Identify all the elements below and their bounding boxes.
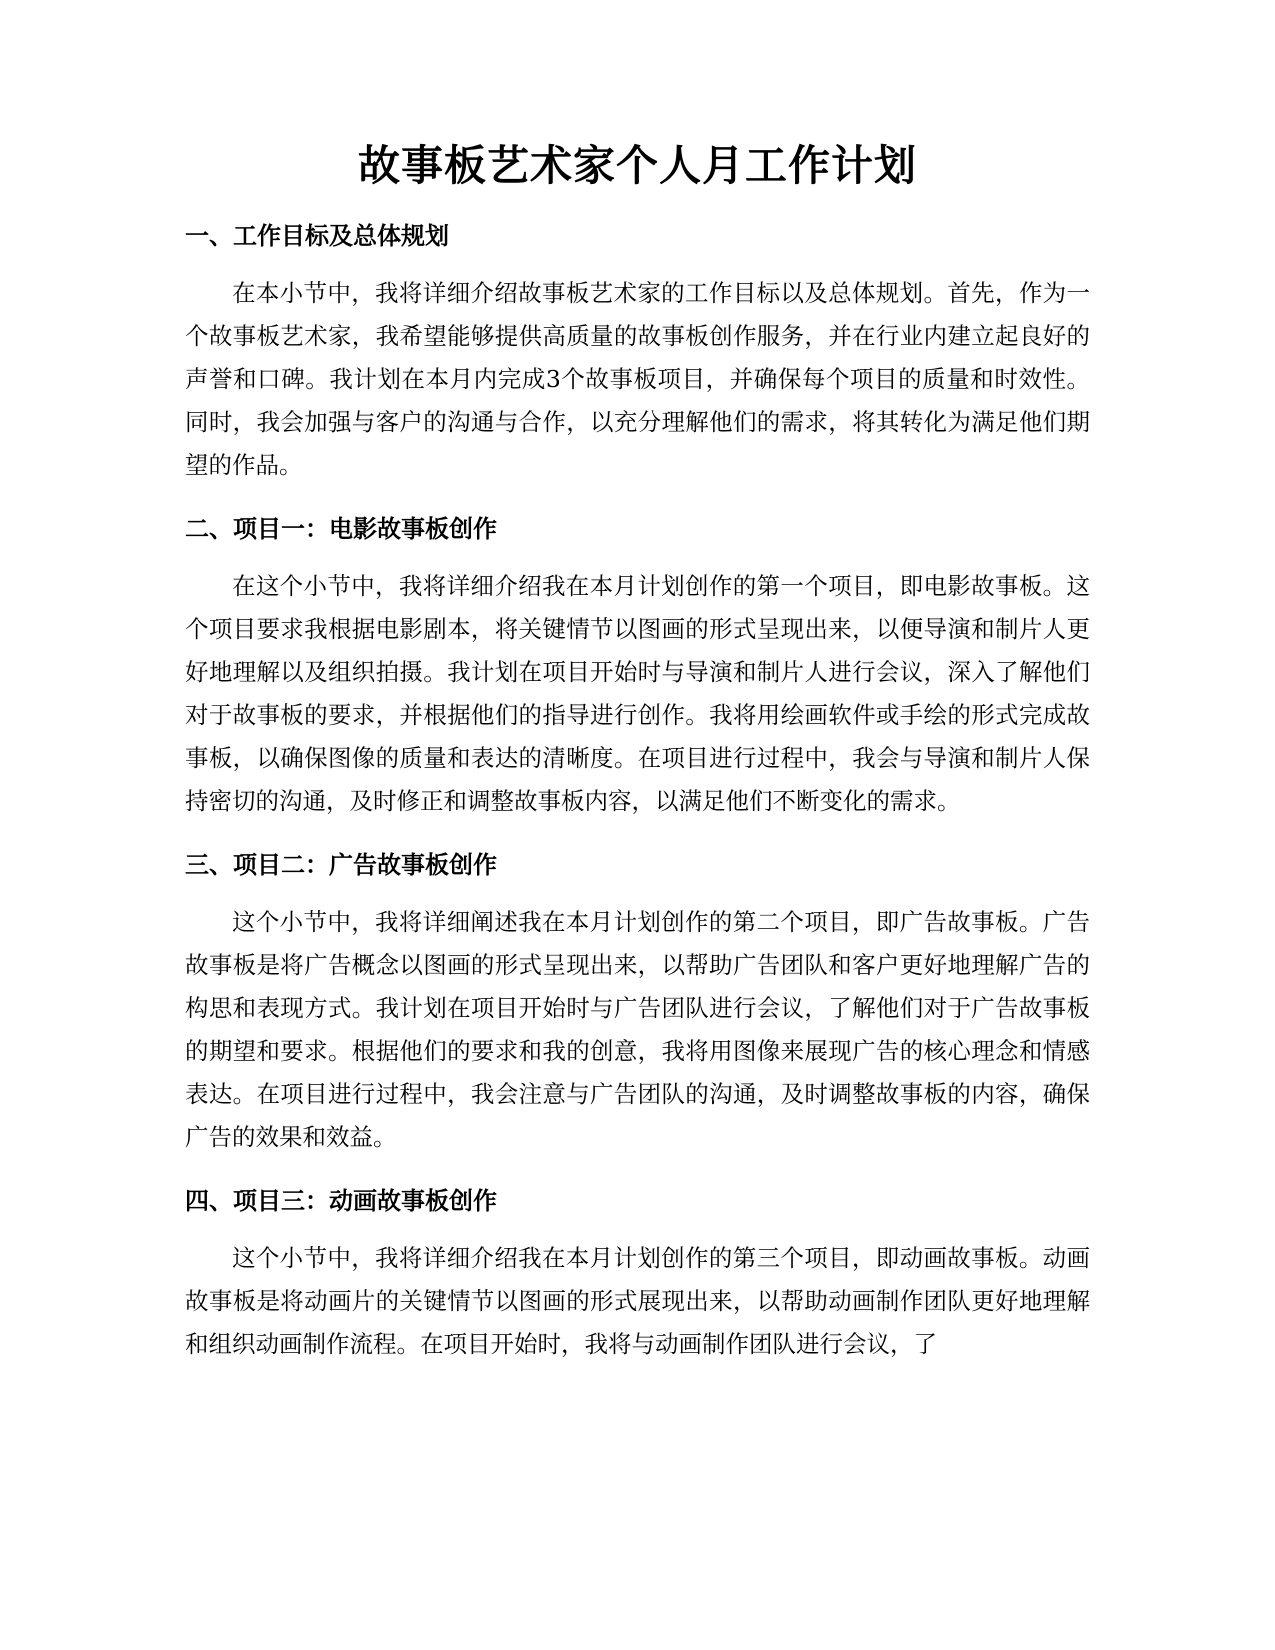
document-page xyxy=(185,138,1090,1392)
section-heading: 三、项目二：广告故事板创作 xyxy=(185,851,497,879)
section-film-storyboard xyxy=(185,513,1090,823)
section-ad-storyboard xyxy=(185,849,1090,1159)
section-paragraph: 这个小节中，我将详细阐述我在本月计划创作的第二个项目，即广告故事板。广告故事板是将广告概念以图画的形式呈现出来，以帮助广告团队和客户更好地理解广告的构思和表现方式。我计划在项目开始时与广告团队进行会议，了解他们对于广告故事板的期望和要求。根据他们的要求和我的创意，我将用图像来展现广告的核心理念和情感表达。在项目进行过程中，我会注意与广告团队的沟通，及时调整故事板的内容，确保广告的效果和效益。 xyxy=(185,908,1090,1151)
section-heading: 二、项目一：电影故事板创作 xyxy=(185,515,497,543)
document-title: 故事板艺术家个人月工作计划 xyxy=(357,141,917,190)
section-paragraph: 这个小节中，我将详细介绍我在本月计划创作的第三个项目，即动画故事板。动画故事板是将动画片的关键情节以图画的形式展现出来，以帮助动画制作团队更好地理解和组织动画制作流程。在项目开始时，我将与动画制作团队进行会议，了 xyxy=(185,1244,1090,1358)
section-goals xyxy=(185,220,1090,487)
section-animation-storyboard xyxy=(185,1185,1090,1366)
section-heading: 四、项目三：动画故事板创作 xyxy=(185,1187,497,1215)
section-paragraph: 在本小节中，我将详细介绍故事板艺术家的工作目标以及总体规划。首先，作为一个故事板艺术家，我希望能够提供高质量的故事板创作服务，并在行业内建立起良好的声誉和口碑。我计划在本月内完成3个故事板项目，并确保每个项目的质量和时效性。同时，我会加强与客户的沟通与合作，以充分理解他们的需求，将其转化为满足他们期望的作品。 xyxy=(185,279,1090,479)
section-heading: 一、工作目标及总体规划 xyxy=(185,222,449,250)
section-paragraph: 在这个小节中，我将详细介绍我在本月计划创作的第一个项目，即电影故事板。这个项目要求我根据电影剧本，将关键情节以图画的形式呈现出来，以便导演和制片人更好地理解以及组织拍摄。我计划在项目开始时与导演和制片人进行会议，深入了解他们对于故事板的要求，并根据他们的指导进行创作。我将用绘画软件或手绘的形式完成故事板，以确保图像的质量和表达的清晰度。在项目进行过程中，我会与导演和制片人保持密切的沟通，及时修正和调整故事板内容，以满足他们不断变化的需求。 xyxy=(185,572,1090,815)
